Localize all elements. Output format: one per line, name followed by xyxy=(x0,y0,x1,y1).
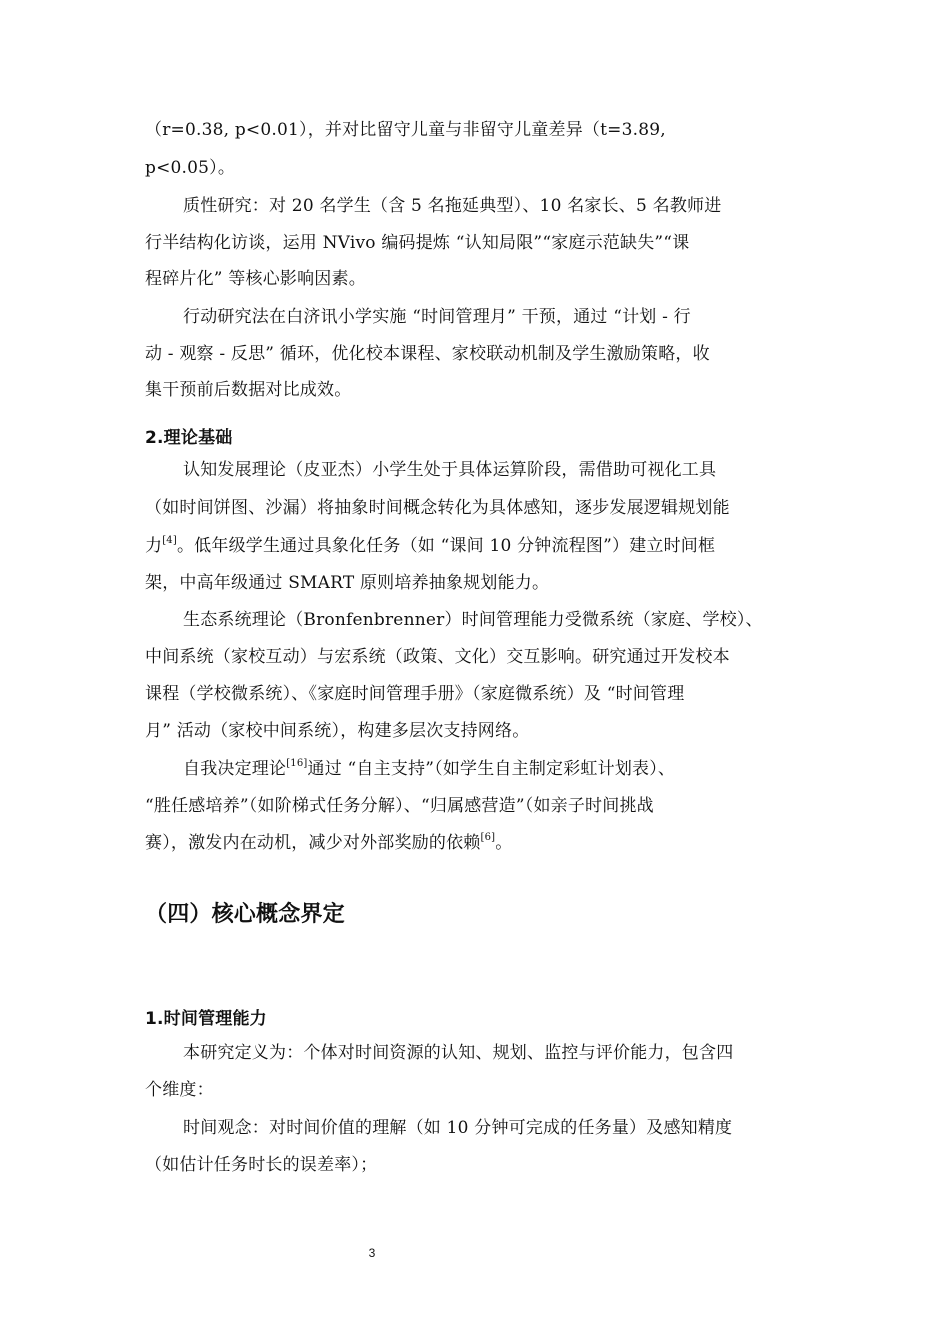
chapter-heading-core-concepts: （四）核心概念界定 xyxy=(145,902,345,927)
body-text-line: （如估计任务时长的误差率）； xyxy=(145,1155,378,1175)
body-text-line: 行动研究法在白济讯小学实施 “时间管理月” 干预，通过 “计划 - 行 xyxy=(183,307,691,327)
text: 。低年级学生通过具象化任务（如 “课间 10 分钟流程图”）建立时间框 xyxy=(176,536,716,556)
body-text-line: “胜任感培养”（如阶梯式任务分解）、“归属感营造”（如亲子时间挑战 xyxy=(145,796,654,816)
body-text-line: 时间观念：对时间价值的理解（如 10 分钟可完成的任务量）及感知精度 xyxy=(183,1118,733,1138)
body-text-line: 集干预前后数据对比成效。 xyxy=(145,380,352,400)
body-text-line: 架，中高年级通过 SMART 原则培养抽象规划能力。 xyxy=(145,573,550,593)
citation-ref: [16] xyxy=(286,758,308,769)
body-text-line: 生态系统理论（Bronfenbrenner）时间管理能力受微系统（家庭、学校）、 xyxy=(183,610,763,630)
citation-ref: [6] xyxy=(480,832,496,843)
text: 自我决定理论 xyxy=(183,759,287,779)
body-text-line-with-citation xyxy=(145,536,715,556)
body-text-line: 行半结构化访谈，运用 NVivo 编码提炼 “认知局限”“家庭示范缺失”“课 xyxy=(145,233,690,253)
body-text-line: 认知发展理论（皮亚杰）小学生处于具体运算阶段，需借助可视化工具 xyxy=(183,460,717,480)
body-text-line: （r=0.38, p<0.01），并对比留守儿童与非留守儿童差异（t=3.89, xyxy=(145,120,666,140)
body-text-line: 程碎片化” 等核心影响因素。 xyxy=(145,269,366,289)
text: 赛），激发内在动机，减少对外部奖励的依赖 xyxy=(145,833,481,853)
text: 。 xyxy=(495,833,513,853)
body-text-line: （如时间饼图、沙漏）将抽象时间概念转化为具体感知，逐步发展逻辑规划能 xyxy=(145,498,730,518)
body-text-line: 月” 活动（家校中间系统），构建多层次支持网络。 xyxy=(145,721,530,741)
section-heading-time-management: 1.时间管理能力 xyxy=(145,1009,267,1029)
body-text-line: 动 - 观察 - 反思” 循环，优化校本课程、家校联动机制及学生激励策略，收 xyxy=(145,344,710,364)
text: 通过 “自主支持”（如学生自主制定彩虹计划表）、 xyxy=(307,759,676,779)
body-text-line: 个维度： xyxy=(145,1080,214,1100)
body-text-line-with-citation xyxy=(145,833,512,853)
body-text-line: 质性研究：对 20 名学生（含 5 名拖延典型）、10 名家长、5 名教师进 xyxy=(183,196,722,216)
body-text-line: 本研究定义为：个体对时间资源的认知、规划、监控与评价能力，包含四 xyxy=(183,1043,734,1063)
page-number: 3 xyxy=(368,1246,376,1260)
text: 力 xyxy=(145,536,163,556)
citation-ref: [4] xyxy=(162,535,177,546)
body-text-line: 中间系统（家校互动）与宏系统（政策、文化）交互影响。研究通过开发校本 xyxy=(145,647,730,667)
body-text-line-with-citation xyxy=(183,759,675,779)
section-heading-theory: 2.理论基础 xyxy=(145,428,233,448)
body-text-line: 课程（学校微系统）、《家庭时间管理手册》（家庭微系统）及 “时间管理 xyxy=(145,684,685,704)
body-text-line: p<0.05）。 xyxy=(145,158,236,178)
